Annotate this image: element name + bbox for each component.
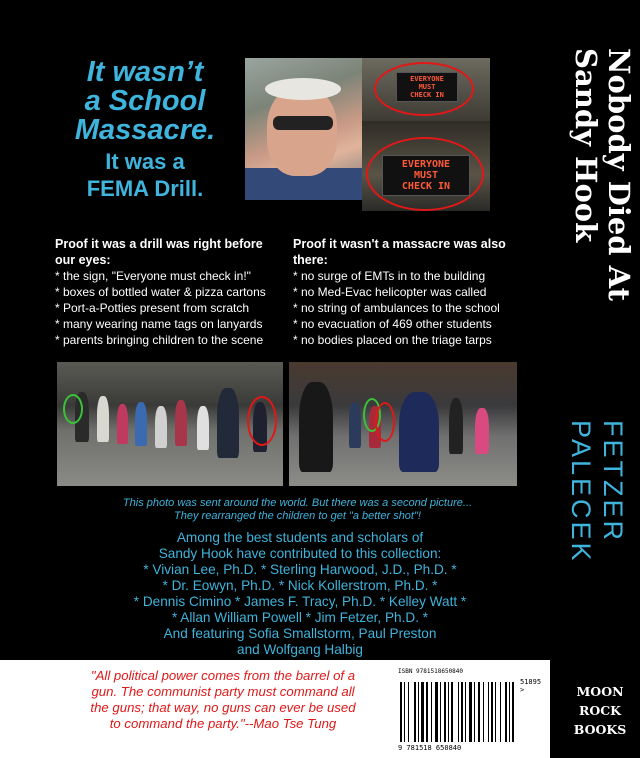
figure: [475, 408, 489, 454]
publisher-line-3: BOOKS: [573, 722, 627, 737]
contributors-line: * Dr. Eowyn, Ph.D. * Nick Kollerstrom, Ph.D. *: [162, 578, 438, 593]
list-item: * no evacuation of 469 other students: [293, 317, 492, 331]
headline-line-5: FEMA Drill.: [86, 176, 204, 201]
figure: [97, 396, 109, 442]
contributors-line: Sandy Hook have contributed to this collection:: [158, 546, 442, 561]
list-item: * parents bringing children to the scene: [55, 333, 264, 347]
barcode-bar: [509, 682, 510, 742]
barcode-bar: [478, 682, 480, 742]
spine-authors: [565, 420, 635, 645]
caption-line-1: This photo was sent around the world. But there was a second picture...: [122, 497, 473, 509]
barcode-bar: [458, 682, 459, 742]
drill-proof-heading-1: Proof it was a drill was right before: [55, 237, 263, 251]
headline-line-1: It wasn’t: [86, 56, 204, 88]
green-circle-highlight: [63, 394, 83, 424]
figure: [197, 406, 209, 450]
barcode-bar: [404, 682, 405, 742]
barcode-bar: [440, 682, 441, 742]
spine-author-2: PALECEK: [566, 420, 596, 564]
list-item: * no bodies placed on the triage tarps: [293, 333, 492, 347]
headline-line-3: Massacre.: [74, 114, 216, 146]
spine-title: [565, 48, 635, 393]
barcode-bar: [418, 682, 419, 742]
barcode-bar: [505, 682, 507, 742]
barcode-bar: [451, 682, 453, 742]
drill-proof-heading-2: our eyes:: [55, 253, 111, 267]
red-circle-highlight: [247, 396, 277, 446]
spine-title-line-2: Sandy Hook: [569, 48, 603, 243]
barcode-bars: [400, 682, 540, 742]
figure: [155, 406, 167, 448]
barcode-bar: [408, 682, 409, 742]
isbn-text: ISBN 9781518650840: [398, 668, 464, 675]
list-item: * many wearing name tags on lanyards: [55, 317, 263, 331]
barcode-bar: [435, 682, 438, 742]
list-item: * Port-a-Potties present from scratch: [55, 301, 250, 315]
figure: [449, 398, 463, 454]
list-item: * boxes of bottled water & pizza cartons: [55, 285, 266, 299]
photo-hair: [265, 78, 341, 100]
barcode-bar: [414, 682, 416, 742]
barcode-bar: [500, 682, 501, 742]
barcode-bar: [431, 682, 432, 742]
sign-photo-small: [362, 58, 490, 121]
sign-small-line-3: CHECK IN: [410, 91, 444, 99]
figure: [175, 400, 187, 446]
headline-line-4: It was a: [105, 149, 185, 174]
barcode-bar: [488, 682, 489, 742]
barcode-bar: [495, 682, 496, 742]
sign-large-line-2: MUST: [413, 170, 439, 181]
headline: [40, 58, 250, 202]
photo-caption: [30, 497, 565, 523]
barcode-digits: 9 781518 650840: [398, 744, 462, 752]
barcode-bar: [469, 682, 472, 742]
spine-author-1: FETZER: [598, 420, 628, 543]
list-item: * the sign, "Everyone must check in!": [55, 269, 251, 283]
spine-title-line-1: Nobody Died At: [602, 48, 636, 302]
sign-large-line-1: EVERYONE: [401, 159, 451, 170]
barcode-bar: [421, 682, 424, 742]
no-massacre-proof-list: [293, 236, 528, 348]
red-circle-highlight: [375, 402, 395, 442]
children-photo-first: [57, 362, 283, 486]
quote-line-2: gun. The communist party must command all: [91, 684, 355, 699]
publisher-line-1: MOON: [576, 684, 624, 699]
isbn-barcode: [398, 668, 546, 754]
no-massacre-heading-1: Proof it wasn't a massacre was also: [293, 237, 506, 251]
contributors-line: and Wolfgang Halbig: [237, 642, 363, 657]
red-circle-highlight: [366, 137, 484, 211]
figure: [117, 404, 128, 444]
barcode-bar: [444, 682, 446, 742]
quote-line-3: the guns; that way, no guns can ever be used: [90, 700, 356, 715]
red-circle-highlight: [374, 62, 474, 116]
contributors-line: * Dennis Cimino * James F. Tracy, Ph.D. * Kelley Watt *: [133, 594, 467, 609]
contributors-line: * Allan William Powell * Jim Fetzer, Ph.D. *: [171, 610, 429, 625]
man-portrait-photo: [245, 58, 362, 200]
barcode-bar: [512, 682, 514, 742]
figure: [217, 388, 239, 458]
drill-proof-list: [55, 236, 287, 348]
sign-small-line-1: EVERYONE: [410, 75, 444, 83]
photo-glasses: [273, 116, 333, 130]
quote-line-1: "All political power comes from the barrel of a: [90, 668, 356, 683]
figure: [299, 382, 333, 472]
quote-line-4: to command the party."--Mao Tse Tung: [109, 716, 337, 731]
list-item: * no Med-Evac helicopter was called: [293, 285, 487, 299]
caption-line-2: They rearranged the children to get "a better shot"!: [174, 510, 421, 522]
figure: [399, 392, 439, 472]
contributors-line: Among the best students and scholars of: [176, 530, 424, 545]
figure: [349, 402, 361, 448]
contributors-line: * Vivian Lee, Ph.D. * Sterling Harwood, J.D., Ph.D. *: [143, 562, 457, 577]
barcode-bar: [474, 682, 475, 742]
price-code: 51895 >: [520, 678, 542, 694]
headline-line-2: a School: [84, 85, 206, 117]
barcode-bar: [461, 682, 463, 742]
contributors-line: And featuring Sofia Smallstorm, Paul Preston: [163, 626, 437, 641]
barcode-bar: [426, 682, 428, 742]
sign-large-line-3: CHECK IN: [401, 181, 451, 192]
mao-quote: [52, 668, 394, 732]
barcode-bar: [465, 682, 466, 742]
list-item: * no string of ambulances to the school: [293, 301, 500, 315]
barcode-bar: [400, 682, 402, 742]
no-massacre-heading-2: there:: [293, 253, 328, 267]
barcode-bar: [448, 682, 449, 742]
barcode-bar: [491, 682, 493, 742]
barcode-bar: [483, 682, 484, 742]
list-item: * no surge of EMTs in to the building: [293, 269, 486, 283]
contributors-block: [40, 530, 560, 658]
sign-photo-large: [362, 121, 490, 211]
publisher-line-2: ROCK: [578, 703, 622, 718]
children-photo-second: [289, 362, 517, 486]
figure: [135, 402, 147, 446]
sign-small-line-2: MUST: [418, 83, 436, 91]
publisher-logo: [560, 682, 640, 739]
